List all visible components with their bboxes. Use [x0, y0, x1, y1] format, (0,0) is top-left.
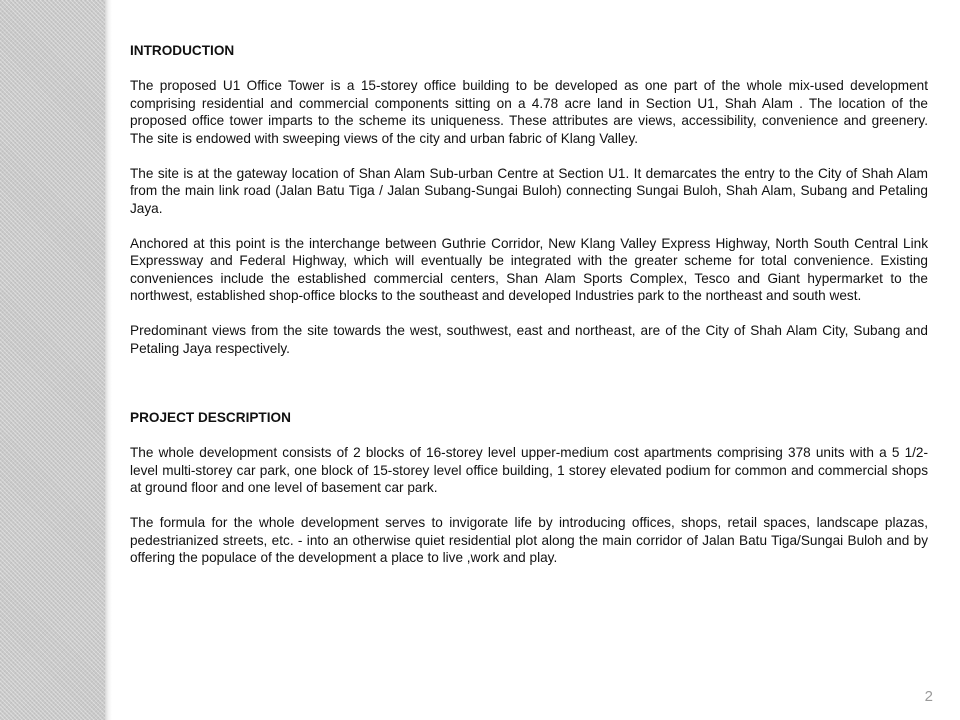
project-description-paragraph-2: The formula for the whole development serves to invigorate life by introducing offices, shops, retail spaces, landscape plazas, pedestrianized streets, etc. - into an otherwise quiet residential plot along the main corridor of Jalan Batu Tiga/Sungai Buloh and by offering the populace of the development a place to live ,work and play. — [130, 515, 928, 565]
project-description-heading: PROJECT DESCRIPTION — [130, 410, 291, 425]
decorative-left-band — [0, 0, 105, 720]
slide-content — [130, 42, 928, 567]
introduction-paragraph-4: Predominant views from the site towards the west, southwest, east and northeast, are of the City of Shah Alam City, Subang and Petaling Jaya respectively. — [130, 323, 928, 356]
band-shadow-edge — [105, 0, 112, 720]
introduction-paragraph-3: Anchored at this point is the interchange between Guthrie Corridor, New Klang Valley Express Highway, North South Central Link Expressway and Federal Highway, which will eventually be integrated with the greater scheme for total convenience. Existing conveniences include the established commercial centers, Shan Alam Sports Complex, Tesco and Giant hypermarket to the northwest, established shop-office blocks to the southeast and developed Industries park to the northeast and south west. — [130, 235, 928, 303]
project-description-paragraph-1: The whole development consists of 2 blocks of 16-storey level upper-medium cost apartments comprising 378 units with a 5 1/2-level multi-storey car park, one block of 15-storey level office building, 1 storey elevated podium for common and commercial shops at ground floor and one level of basement car park. — [130, 445, 928, 495]
page-number: 2 — [924, 688, 933, 705]
introduction-paragraph-2: The site is at the gateway location of Shan Alam Sub-urban Centre at Section U1. It demarcates the entry to the City of Shah Alam from the main link road (Jalan Batu Tiga / Jalan Subang-Sungai Buloh) connecting Sungai Buloh, Shah Alam, Subang and Petaling Jaya. — [130, 165, 928, 216]
introduction-paragraph-1: The proposed U1 Office Tower is a 15-storey office building to be developed as one part of the whole mix-used development comprising residential and commercial components sitting on a 4.78 acre land in Section U1, Shah Alam . The location of the proposed office tower imparts to the scheme its uniqueness. These attributes are views, accessibility, convenience and greenery. The site is endowed with sweeping views of the city and urban fabric of Klang Valley. — [130, 78, 928, 146]
introduction-heading: INTRODUCTION — [130, 43, 235, 58]
